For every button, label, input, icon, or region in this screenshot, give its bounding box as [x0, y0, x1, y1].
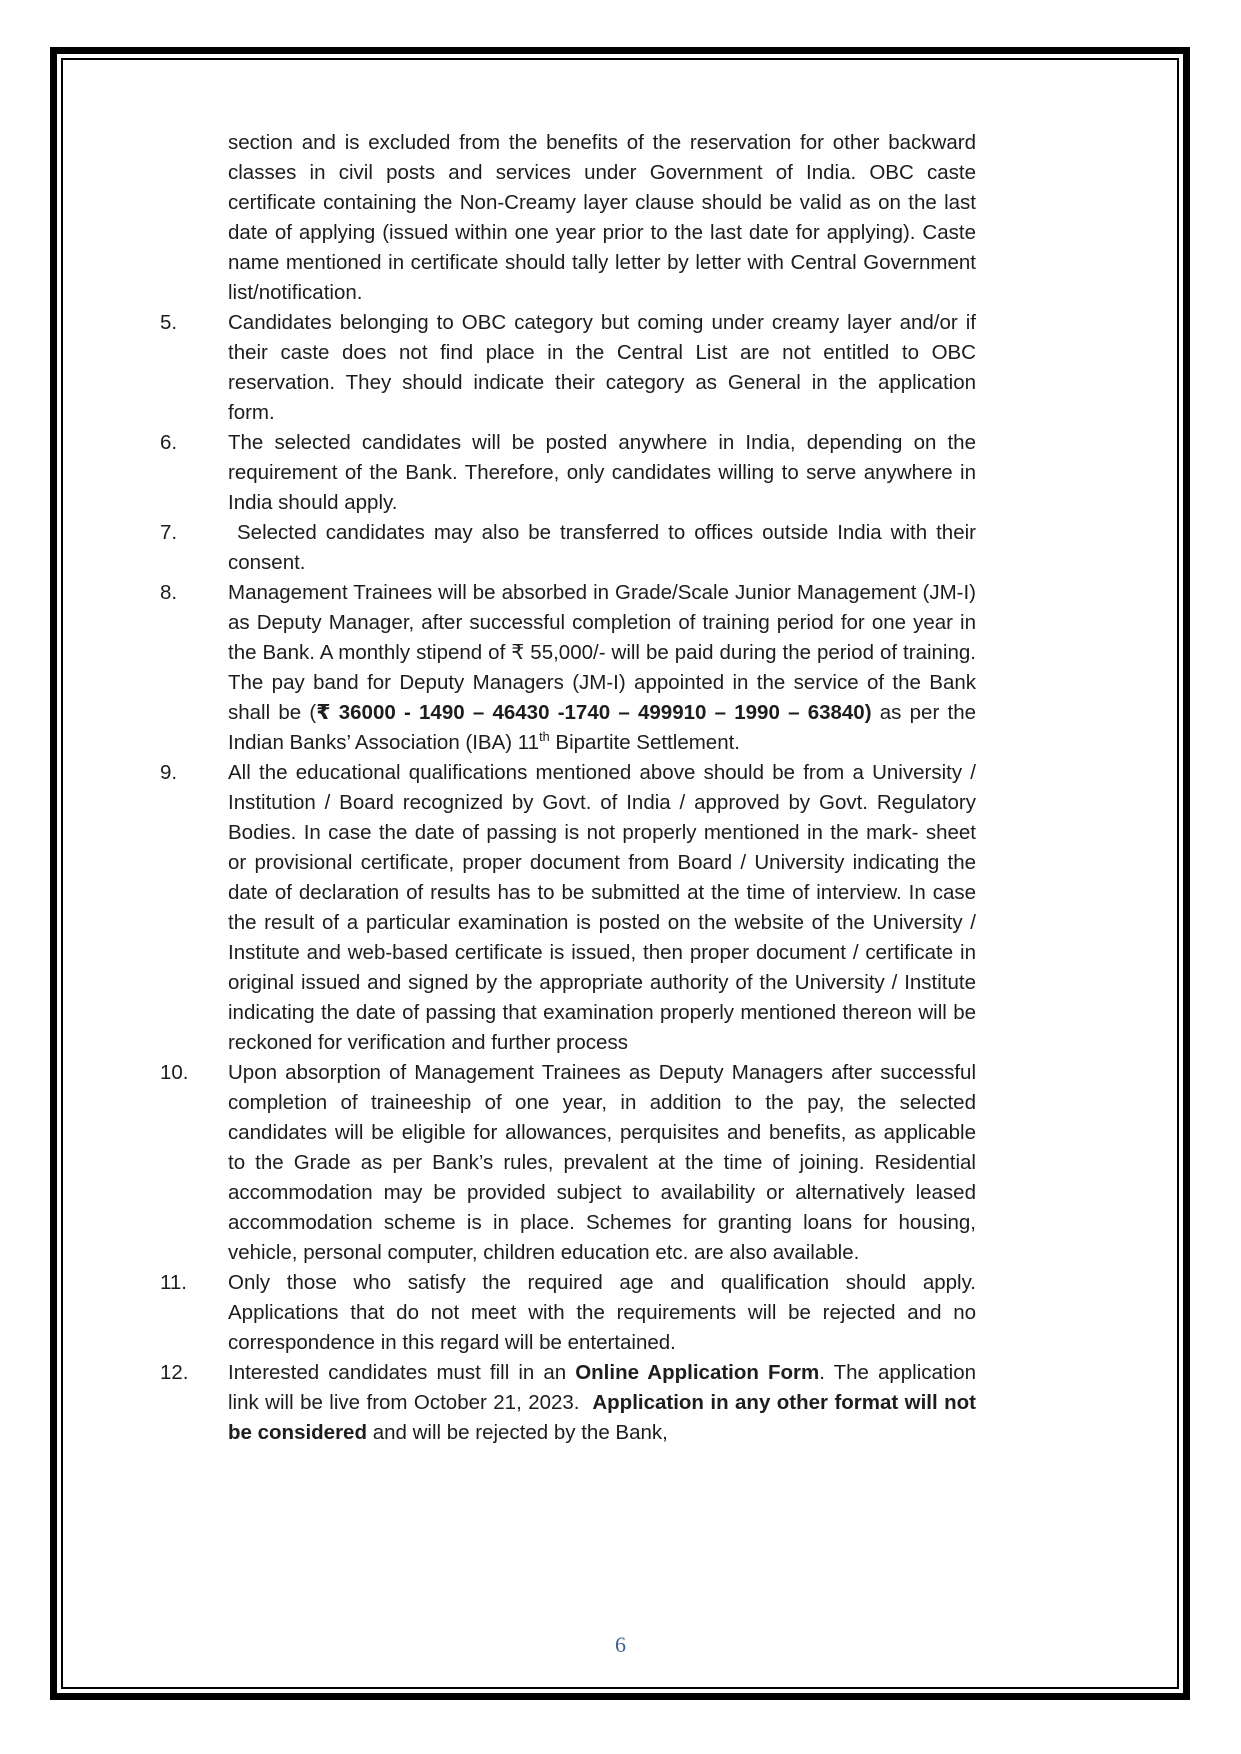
- text-run: Upon absorption of Management Trainees as Deputy Managers after successful completion of traineeship of one year, in addition to the pay, the selected candidates will be eligible for allowances, perquisites and benefits, as applicable to the Grade as per Bank’s rules, prevalent at the time of joining. Residential accommodation may be provided subject to availability or alternatively leased accommodation scheme is in place. Schemes for granting loans for housing, vehicle, personal computer, children education etc. are also available.: [228, 1061, 976, 1264]
- text-run: Management Trainees will be absorbed in Grade/Scale Junior Management (JM-I) as Deputy Manager, after successful completion of training period for one year in the Bank. A monthly stipend of ₹ 55,000/- will be paid during the period of training. The pay band for Deputy Managers (JM-I) appointed in the service of the Bank shall be (: [228, 581, 976, 724]
- list-item-text: [228, 578, 976, 758]
- list-item-text: [228, 1268, 976, 1358]
- text-run: The selected candidates will be posted anywhere in India, depending on the requirement of the Bank. Therefore, only candidates willing to serve anywhere in India should apply.: [228, 431, 976, 514]
- list-item-7: [160, 518, 976, 578]
- text-run: All the educational qualifications mentioned above should be from a University / Institution / Board recognized by Govt. of India / approved by Govt. Regulatory Bodies. In case the date of passing is not properly mentioned in the mark- sheet or provisional certificate, proper document from Board / University indicating the date of declaration of results has to be submitted at the time of interview. In case the result of a particular examination is posted on the website of the University / Institute and web-based certificate is issued, then proper document / certificate in original issued and signed by the appropriate authority of the University / Institute indicating the date of passing that examination properly mentioned thereon will be reckoned for verification and further process: [228, 761, 976, 1054]
- page-number: 6: [615, 1632, 626, 1657]
- list-item-number: 10.: [160, 1061, 189, 1084]
- list-item-text: [228, 1358, 976, 1448]
- list-item-6: [160, 428, 976, 518]
- text-run: Selected candidates may also be transferred to offices outside India with their consent.: [228, 521, 976, 574]
- list-item-number: 12.: [160, 1361, 189, 1384]
- list-item-number: 11.: [160, 1271, 187, 1294]
- list-item-10: [160, 1058, 976, 1268]
- text-run: Bipartite Settlement.: [549, 731, 740, 754]
- list-item-number: 5.: [160, 311, 178, 334]
- text-run: . The application link will be live from October 21, 2023.: [228, 1361, 976, 1414]
- numbered-list: [160, 128, 976, 1448]
- bold-text-run: Application in any other format will not be considered: [228, 1391, 976, 1444]
- text-run: Only those who satisfy the required age and qualification should apply. Applications that do not meet with the requirements will be rejected and no correspondence in this regard will be entertained.: [228, 1271, 976, 1354]
- list-item-text: [228, 128, 976, 308]
- list-item-text: [228, 758, 976, 1058]
- bold-text-run: Online Application Form: [575, 1361, 820, 1384]
- list-item-number: 7.: [160, 521, 178, 544]
- list-item-12: [160, 1358, 976, 1448]
- text-run: and will be rejected by the Bank,: [367, 1421, 668, 1444]
- list-item-text: [228, 518, 976, 578]
- list-item-number: 6.: [160, 431, 178, 454]
- list-item-text: [228, 308, 976, 428]
- list-item-11: [160, 1268, 976, 1358]
- list-item-8: [160, 578, 976, 758]
- list-item-number: 9.: [160, 761, 178, 784]
- list-item-text: [228, 428, 976, 518]
- text-run: as per the Indian Banks’ Association (IBA) 11: [228, 701, 976, 754]
- list-item-text: [228, 1058, 976, 1268]
- text-run: Interested candidates must fill in an: [228, 1361, 576, 1384]
- list-item-number: 8.: [160, 581, 178, 604]
- superscript-run: th: [539, 729, 550, 745]
- text-run: Candidates belonging to OBC category but coming under creamy layer and/or if their caste does not find place in the Central List are not entitled to OBC reservation. They should indicate their category as General in the application form.: [228, 311, 976, 424]
- list-item-9: [160, 758, 976, 1058]
- list-item-continuation: [160, 128, 976, 308]
- text-run: section and is excluded from the benefits of the reservation for other backward classes in civil posts and services under Government of India. OBC caste certificate containing the Non-Creamy layer clause should be valid as on the last date of applying (issued within one year prior to the last date for applying). Caste name mentioned in certificate should tally letter by letter with Central Government list/notification.: [228, 131, 976, 304]
- list-item-5: [160, 308, 976, 428]
- document-body: [160, 128, 976, 1448]
- bold-text-run: ₹ 36000 - 1490 – 46430 -1740 – 499910 – 1990 – 63840): [316, 701, 872, 724]
